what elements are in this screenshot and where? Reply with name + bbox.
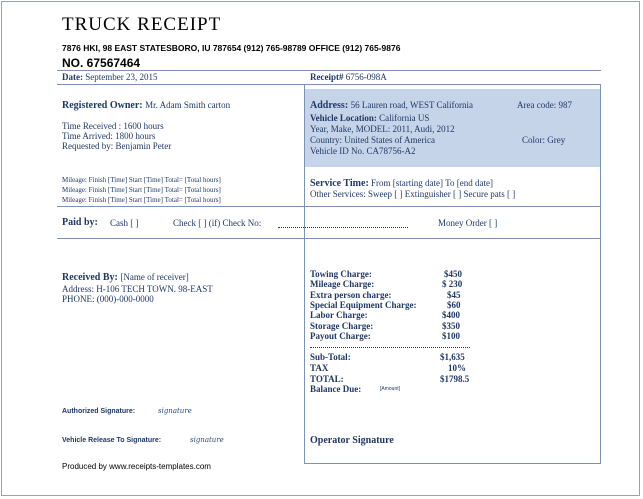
charge-label: Labor Charge: (310, 310, 368, 320)
date-value: September 23, 2015 (85, 72, 158, 82)
charge-label: Extra person charge: (310, 290, 392, 300)
authorized-signature-label: Authorized Signature: (62, 408, 136, 415)
balance-due-label: Balance Due: (310, 384, 362, 394)
vehicle-release-signature[interactable]: signature (190, 436, 224, 444)
date-label: Date: (62, 72, 83, 82)
operator-signature[interactable]: Operator Signature (310, 435, 394, 446)
time-arrived: Time Arrived: 1800 hours (62, 131, 156, 141)
time-received: Time Received : 1600 hours (62, 121, 164, 131)
right-border (600, 85, 601, 463)
divider (57, 206, 601, 207)
total-amount: 10% (448, 363, 466, 373)
charge-amount: $400 (442, 310, 460, 320)
charge-amount: $ 230 (442, 279, 463, 289)
received-by-label: Received By: (62, 272, 118, 283)
total-label: TOTAL: (310, 374, 344, 384)
receipt-title: TRUCK RECEIPT (62, 14, 222, 35)
money-order-checkbox[interactable]: Money Order [ ] (438, 218, 498, 228)
vehicle-country: Country: United States of America (310, 135, 435, 145)
receipt-number-label: Receipt# (310, 72, 344, 82)
receipt-number-value: 6756-098A (345, 72, 387, 82)
mileage-row: Mileage: Finish [Time] Start [Time] Total= [Total hours] (62, 186, 221, 194)
charge-label: Towing Charge: (310, 269, 372, 279)
date-row (62, 72, 158, 82)
received-by-row (62, 272, 189, 283)
vehicle-color: Color: Grey (522, 135, 566, 145)
paid-by-label: Paid by: (62, 217, 98, 228)
vehicle-release-signature-label: Vehicle Release To Signature: (62, 437, 162, 444)
center-divider (304, 85, 305, 463)
check-checkbox[interactable]: Check [ ] (if) Check No: (173, 218, 262, 228)
receipt-number-row (310, 72, 387, 82)
cash-checkbox[interactable]: Cash [ ] (110, 218, 139, 228)
total-amount: $1798.5 (440, 374, 470, 384)
receipt-no: NO. 67567464 (62, 56, 141, 70)
charge-label: Mileage Charge: (310, 279, 375, 289)
divider (57, 70, 601, 71)
vehicle-id: Vehicle ID No. CA78756-A2 (310, 146, 416, 156)
vehicle-address-label: Address: (310, 100, 349, 111)
check-no-line[interactable] (278, 227, 408, 228)
vehicle-address-value: 56 Lauren road, WEST California (350, 100, 474, 110)
charge-amount: $450 (444, 269, 462, 279)
total-label: TAX (310, 363, 329, 373)
service-time-row (310, 178, 493, 189)
charge-amount: $100 (442, 331, 460, 341)
area-code: Area code: 987 (517, 100, 572, 110)
divider (57, 238, 601, 239)
total-label: Sub-Total: (310, 352, 351, 362)
owner-row (62, 100, 230, 111)
company-address: 7876 HKI, 98 EAST STATESBORO, IU 787654 (912) 765-98789 OFFICE (912) 765-9876 (62, 43, 401, 53)
owner-value: Mr. Adam Smith carton (145, 100, 231, 110)
vehicle-location-value: California US (379, 113, 430, 123)
footer-credit: Produced by www.receipts-templates.com (62, 462, 211, 471)
mileage-row: Mileage: Finish [Time] Start [Time] Total= [Total hours] (62, 196, 221, 204)
vehicle-address-row (310, 100, 473, 111)
bottom-divider (304, 463, 601, 464)
received-by-value: [Name of receiver] (120, 272, 189, 282)
authorized-signature[interactable]: signature (158, 407, 192, 415)
received-phone: PHONE: (000)-000-0000 (62, 294, 154, 304)
charge-label: Storage Charge: (310, 321, 374, 331)
mileage-row: Mileage: Finish [Time] Start [Time] Total= [Total hours] (62, 176, 221, 184)
vehicle-ymm: Year, Make, MODEL: 2011, Audi, 2012 (310, 124, 455, 134)
received-address: Address: H-106 TECH TOWN. 98-EAST (62, 284, 213, 294)
charge-label: Special Equipment Charge: (310, 300, 417, 310)
total-amount: $1,635 (440, 352, 465, 362)
charge-label: Payout Charge: (310, 331, 371, 341)
other-services: Other Services: Sweep [ ] Extinguisher [ ] Secure pats [ ] (310, 189, 516, 199)
vehicle-location-row (310, 113, 429, 123)
requested-by: Requested by: Benjamin Peter (62, 141, 172, 151)
charge-amount: $60 (447, 300, 461, 310)
charge-amount: $350 (442, 321, 460, 331)
charge-amount: $45 (447, 290, 461, 300)
service-time-value: From [starting date] To [end date] (371, 178, 493, 188)
divider (57, 84, 601, 85)
balance-amount[interactable]: [Amount] (380, 386, 401, 392)
vehicle-location-label: Vehicle Location: (310, 113, 377, 123)
charges-separator (310, 347, 470, 348)
service-time-label: Service Time: (310, 178, 369, 189)
owner-label: Registered Owner: (62, 100, 143, 111)
